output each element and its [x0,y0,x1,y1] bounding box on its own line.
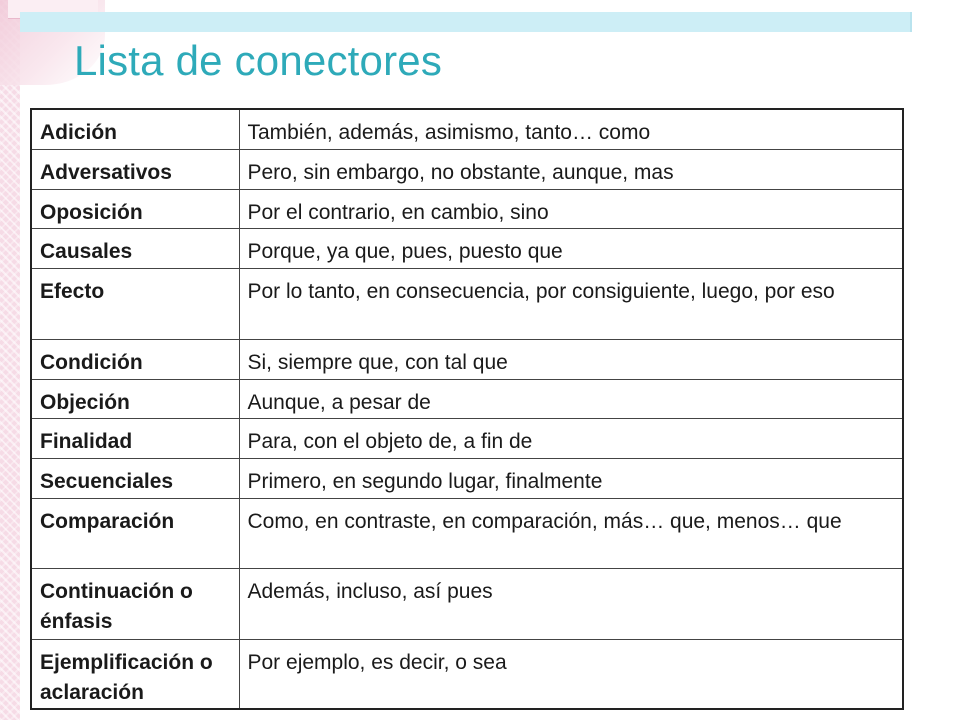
table-row [31,268,903,339]
connector-examples: Porque, ya que, pues, puesto que [239,228,903,268]
table-row [31,339,903,379]
connector-examples: Para, con el objeto de, a fin de [239,418,903,458]
connector-type: Oposición [31,189,239,228]
connector-examples: Por el contrario, en cambio, sino [239,189,903,228]
table-row [31,568,903,639]
table-row [31,498,903,568]
connector-examples: Por ejemplo, es decir, o sea [239,639,903,709]
decorative-left-strip [0,0,20,720]
header-bar [20,12,910,32]
table-row [31,189,903,228]
table-row [31,228,903,268]
connector-type: Comparación [31,498,239,568]
connector-type: Objeción [31,379,239,418]
connectors-table [30,108,904,710]
connector-examples: Por lo tanto, en consecuencia, por consiguiente, luego, por eso [239,268,903,339]
connector-examples: Aunque, a pesar de [239,379,903,418]
connector-type: Continuación o énfasis [31,568,239,639]
connectors-table-container [30,108,902,708]
header-bar-edge [910,12,912,32]
connector-examples: Si, siempre que, con tal que [239,339,903,379]
table-row [31,379,903,418]
connector-type: Secuenciales [31,458,239,498]
connector-examples: Primero, en segundo lugar, finalmente [239,458,903,498]
table-row [31,458,903,498]
connector-examples: Pero, sin embargo, no obstante, aunque, mas [239,149,903,189]
table-row [31,109,903,149]
connector-examples: También, además, asimismo, tanto… como [239,109,903,149]
connector-type: Efecto [31,268,239,339]
table-row [31,639,903,709]
table-row [31,149,903,189]
connector-type: Adición [31,109,239,149]
connector-type: Adversativos [31,149,239,189]
connector-type: Causales [31,228,239,268]
connector-type: Finalidad [31,418,239,458]
connector-examples: Además, incluso, así pues [239,568,903,639]
slide-title: Lista de conectores [74,37,443,84]
connector-examples: Como, en contraste, en comparación, más… que, menos… que [239,498,903,568]
connector-type: Condición [31,339,239,379]
table-row [31,418,903,458]
connector-type: Ejemplificación o aclaración [31,639,239,709]
